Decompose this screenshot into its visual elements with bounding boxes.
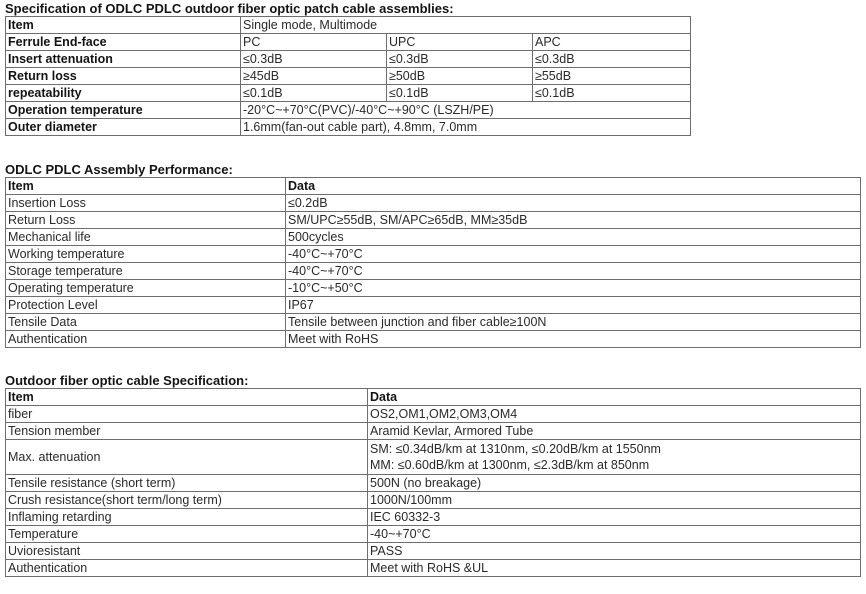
table-row bbox=[6, 195, 861, 212]
table-row bbox=[6, 17, 691, 34]
table-cell: UPC bbox=[387, 34, 533, 51]
cell-line: SM: ≤0.34dB/km at 1310nm, ≤0.20dB/km at 1550nm bbox=[370, 442, 661, 456]
table-cell: 1.6mm(fan-out cable part), 4.8mm, 7.0mm bbox=[241, 119, 691, 136]
table-cell: 1000N/100mm bbox=[368, 492, 861, 509]
table-cell: Tensile resistance (short term) bbox=[6, 475, 368, 492]
table-cell: Tensile Data bbox=[6, 314, 286, 331]
table-cell: SM/UPC≥55dB, SM/APC≥65dB, MM≥35dB bbox=[286, 212, 861, 229]
section-title: Specification of ODLC PDLC outdoor fiber optic patch cable assemblies: bbox=[5, 1, 454, 16]
table-row bbox=[6, 440, 861, 475]
table-row bbox=[6, 475, 861, 492]
table-cell: Outer diameter bbox=[6, 119, 241, 136]
table-cell: Ferrule End-face bbox=[6, 34, 241, 51]
table-cell: -20°C~+70°C(PVC)/-40°C~+90°C (LSZH/PE) bbox=[241, 102, 691, 119]
table-cell: OS2,OM1,OM2,OM3,OM4 bbox=[368, 406, 861, 423]
table-row bbox=[6, 178, 861, 195]
table-cell: PASS bbox=[368, 543, 861, 560]
table-row bbox=[6, 406, 861, 423]
table-row bbox=[6, 492, 861, 509]
table-cell: ≤0.3dB bbox=[387, 51, 533, 68]
table-cell: Operating temperature bbox=[6, 280, 286, 297]
table-cell: Max. attenuation bbox=[6, 440, 368, 475]
table-row bbox=[6, 34, 691, 51]
assembly-performance-section bbox=[5, 162, 861, 348]
table-cell: Authentication bbox=[6, 560, 368, 577]
table-cell: -10°C~+50°C bbox=[286, 280, 861, 297]
table-cell: -40°C~+70°C bbox=[286, 263, 861, 280]
table-cell: 500N (no breakage) bbox=[368, 475, 861, 492]
table-cell: APC bbox=[533, 34, 691, 51]
outdoor-cable-spec-section bbox=[5, 373, 861, 577]
table-cell: Authentication bbox=[6, 331, 286, 348]
table-cell: Item bbox=[6, 178, 286, 195]
table-cell: Tensile between junction and fiber cable≥100N bbox=[286, 314, 861, 331]
table-cell: PC bbox=[241, 34, 387, 51]
table-row bbox=[6, 102, 691, 119]
table-cell: Temperature bbox=[6, 526, 368, 543]
table-cell: Single mode, Multimode bbox=[241, 17, 691, 34]
section-title: Outdoor fiber optic cable Specification: bbox=[5, 373, 249, 388]
table-cell: ≤0.1dB bbox=[387, 85, 533, 102]
table-cell: Meet with RoHS &UL bbox=[368, 560, 861, 577]
table-cell: Item bbox=[6, 17, 241, 34]
table-row bbox=[6, 280, 861, 297]
table-cell: Inflaming retarding bbox=[6, 509, 368, 526]
table-cell: -40~+70°C bbox=[368, 526, 861, 543]
table-cell: ≥50dB bbox=[387, 68, 533, 85]
table-cell: 500cycles bbox=[286, 229, 861, 246]
table-cell: Operation temperature bbox=[6, 102, 241, 119]
table-row bbox=[6, 331, 861, 348]
table-row bbox=[6, 68, 691, 85]
table-row bbox=[6, 119, 691, 136]
table-cell: Tension member bbox=[6, 423, 368, 440]
table-row bbox=[6, 263, 861, 280]
table-cell: Crush resistance(short term/long term) bbox=[6, 492, 368, 509]
table-cell: Return loss bbox=[6, 68, 241, 85]
outdoor-cable-spec-table bbox=[5, 388, 861, 577]
table-row bbox=[6, 297, 861, 314]
table-cell: Insertion Loss bbox=[6, 195, 286, 212]
table-cell: Working temperature bbox=[6, 246, 286, 263]
table-cell: repeatability bbox=[6, 85, 241, 102]
table-row bbox=[6, 560, 861, 577]
patch-cable-spec-section bbox=[5, 1, 691, 136]
table-cell bbox=[368, 440, 861, 475]
patch-cable-spec-table bbox=[5, 16, 691, 136]
table-row bbox=[6, 212, 861, 229]
table-row bbox=[6, 51, 691, 68]
table-cell: IP67 bbox=[286, 297, 861, 314]
assembly-performance-table bbox=[5, 177, 861, 348]
table-cell: ≤0.3dB bbox=[533, 51, 691, 68]
table-cell: ≤0.3dB bbox=[241, 51, 387, 68]
table-cell: ≤0.2dB bbox=[286, 195, 861, 212]
table-row bbox=[6, 314, 861, 331]
table-cell: Data bbox=[286, 178, 861, 195]
table-row bbox=[6, 543, 861, 560]
table-cell: ≤0.1dB bbox=[241, 85, 387, 102]
table-cell: fiber bbox=[6, 406, 368, 423]
table-cell: ≥55dB bbox=[533, 68, 691, 85]
table-cell: -40°C~+70°C bbox=[286, 246, 861, 263]
table-cell: Meet with RoHS bbox=[286, 331, 861, 348]
table-row bbox=[6, 246, 861, 263]
table-cell: Storage temperature bbox=[6, 263, 286, 280]
table-cell: Protection Level bbox=[6, 297, 286, 314]
table-cell: IEC 60332-3 bbox=[368, 509, 861, 526]
table-cell: Item bbox=[6, 389, 368, 406]
table-cell: ≤0.1dB bbox=[533, 85, 691, 102]
table-row bbox=[6, 85, 691, 102]
table-cell: Return Loss bbox=[6, 212, 286, 229]
table-cell: Mechanical life bbox=[6, 229, 286, 246]
table-cell: Aramid Kevlar, Armored Tube bbox=[368, 423, 861, 440]
table-cell: Data bbox=[368, 389, 861, 406]
table-row bbox=[6, 229, 861, 246]
table-cell: ≥45dB bbox=[241, 68, 387, 85]
section-title: ODLC PDLC Assembly Performance: bbox=[5, 162, 233, 177]
table-cell: Insert attenuation bbox=[6, 51, 241, 68]
table-cell: Uvioresistant bbox=[6, 543, 368, 560]
table-row bbox=[6, 423, 861, 440]
table-row bbox=[6, 509, 861, 526]
table-row bbox=[6, 389, 861, 406]
table-row bbox=[6, 526, 861, 543]
cell-line: MM: ≤0.60dB/km at 1300nm, ≤2.3dB/km at 850nm bbox=[370, 458, 650, 472]
